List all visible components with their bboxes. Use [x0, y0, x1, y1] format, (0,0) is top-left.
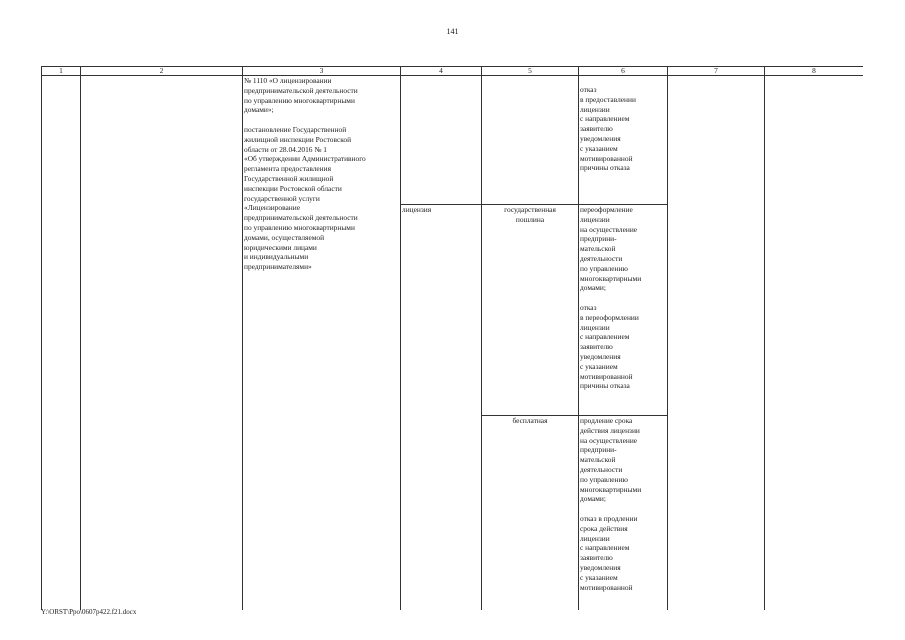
refusal-text: отказ в предоставлении лицензии с направлением заявителю уведомления с указанием мотивированной причины отказа — [580, 85, 636, 173]
cell-col3 — [243, 76, 401, 611]
document-table-wrapper — [41, 66, 863, 610]
cell-col5-first — [482, 76, 579, 205]
column-number: 8 — [765, 67, 864, 76]
column-number: 7 — [668, 67, 765, 76]
cell-col8 — [765, 76, 864, 611]
column-number: 6 — [579, 67, 668, 76]
column-number: 5 — [482, 67, 579, 76]
cell-col5-second — [482, 205, 579, 416]
reissue-text: переоформление лицензии на осуществление предприни- мательской деятельности по управлению многоквартирными домами; отказ в переоформлении лицензии с направлением заявителю уведомления с указанием мотивированной причины отказа — [580, 205, 642, 391]
fee-text: государственная пошлина — [504, 205, 556, 224]
column-number-row — [42, 67, 864, 76]
extension-text: продление срока действия лицензии на осуществление предприни- мательской деятельности по управлению многоквартирными домами; отказ в продлении срока действия лицензии с направлением заявителю уведомления с указанием мотивированной — [580, 416, 642, 592]
free-text: бесплатная — [512, 416, 548, 425]
column-number: 1 — [42, 67, 81, 76]
cell-col7 — [668, 76, 765, 611]
license-text: лицензия — [402, 205, 432, 214]
cell-col6-third — [579, 416, 668, 611]
cell-col1 — [42, 76, 81, 611]
cell-col4-second — [401, 205, 482, 611]
column-number: 3 — [243, 67, 401, 76]
table-row — [42, 76, 864, 205]
column-number: 2 — [81, 67, 243, 76]
cell-col6-first — [579, 76, 668, 205]
cell-col5-third — [482, 416, 579, 611]
column-number: 4 — [401, 67, 482, 76]
cell-col2 — [81, 76, 243, 611]
footer-path: Y:\ORST\Ppo\0607p422.f21.docx — [41, 608, 137, 616]
regulation-text: № 1110 «О лицензировании предпринимательской деятельности по управлению многоквартирными домами»; постановление Государственной жилищной инспекции Ростовской области от 28.04.2016 № 1 «Об утверждении Административного регламента предоставления Государственной жилищной инспекции Ростовской области государственной услуги «Лицензирование предпринимательской деятельности по управлению многоквартирными домами, осуществляемой юридическими лицами и индивидуальными предпринимателями» — [244, 76, 366, 272]
cell-col4-first — [401, 76, 482, 205]
cell-col6-second — [579, 205, 668, 416]
page-number: 141 — [446, 27, 459, 36]
document-table — [41, 66, 863, 610]
